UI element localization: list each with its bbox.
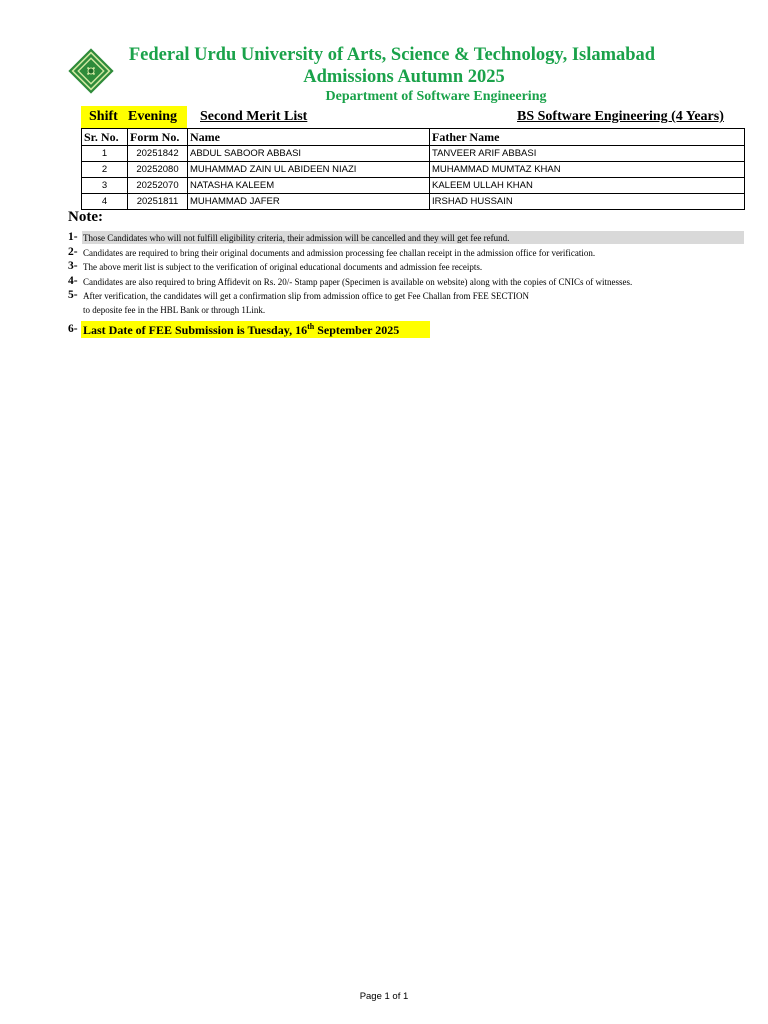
shift-label: Shift [89,109,118,124]
cell-sr-no: 2 [82,162,128,178]
cell-name: MUHAMMAD JAFER [188,194,430,210]
page-number: Page 1 of 1 [359,991,409,1002]
program-name: BS Software Engineering (4 Years) [517,109,724,124]
cell-father-name: IRSHAD HUSSAIN [430,194,745,210]
note-number: 1- [68,231,78,243]
cell-name: ABDUL SABOOR ABBASI [188,146,430,162]
header-form-no: Form No. [128,129,188,146]
note-text: Those Candidates who will not fulfill eligibility criteria, their admission will be cancelled and they will get fee refund. [82,231,744,244]
cell-father-name: TANVEER ARIF ABBASI [430,146,745,162]
table-row [82,162,745,178]
notes-list [68,231,744,318]
cell-form-no: 20251842 [128,146,188,162]
table-header-row [82,129,745,146]
note-text: The above merit list is subject to the verification of original educational documents and admission fee receipts. [83,262,483,272]
note-item [68,231,744,246]
merit-table [81,128,745,210]
note-number: 4- [68,274,78,287]
university-name: Federal Urdu University of Arts, Science & Technology, Islamabad [128,45,656,65]
note-text-continued: to deposite fee in the HBL Bank or through 1Link. [83,305,266,315]
deadline-rest: September 2025 [314,323,400,337]
table-row [82,194,745,210]
cell-sr-no: 1 [82,146,128,162]
note-number: 6- [68,323,78,335]
table-row [82,146,745,162]
note-item [68,275,744,290]
note-text: After verification, the candidates will get a confirmation slip from admission office to get Fee Challan from FEE SECTION [83,291,529,301]
cell-sr-no: 3 [82,178,128,194]
deadline-text [83,322,399,338]
header-name: Name [188,129,430,146]
cell-sr-no: 4 [82,194,128,210]
cell-father-name: MUHAMMAD MUMTAZ KHAN [430,162,745,178]
cell-form-no: 20251811 [128,194,188,210]
note-item [68,260,744,275]
cell-form-no: 20252080 [128,162,188,178]
note-number: 2- [68,245,78,258]
cell-father-name: KALEEM ULLAH KHAN [430,178,745,194]
cell-form-no: 20252070 [128,178,188,194]
note-text: Candidates are also required to bring Affidevit on Rs. 20/- Stamp paper (Specimen is available on website) along with the copies of CNICs of witnesses. [83,276,633,287]
table-row [82,178,745,194]
note-item [68,289,744,318]
admissions-title: Admissions Autumn 2025 [303,67,505,87]
header-father-name: Father Name [430,129,745,146]
note-item [68,246,744,261]
merit-list-title: Second Merit List [200,109,308,124]
department-name: Department of Software Engineering [325,89,547,104]
deadline-prefix: Last Date of FEE Submission is Tuesday, 16 [83,323,308,337]
deadline-ordinal: th [307,322,315,331]
note-number: 3- [68,260,78,272]
cell-name: MUHAMMAD ZAIN UL ABIDEEN NIAZI [188,162,430,178]
note-title: Note: [68,209,103,225]
header-sr-no: Sr. No. [82,129,128,146]
note-text: Candidates are required to bring their original documents and admission processing fee challan receipt in the admission office for verification. [83,247,596,258]
note-number: 5- [68,289,78,301]
shift-value: Evening [128,109,178,124]
cell-name: NATASHA KALEEM [188,178,430,194]
